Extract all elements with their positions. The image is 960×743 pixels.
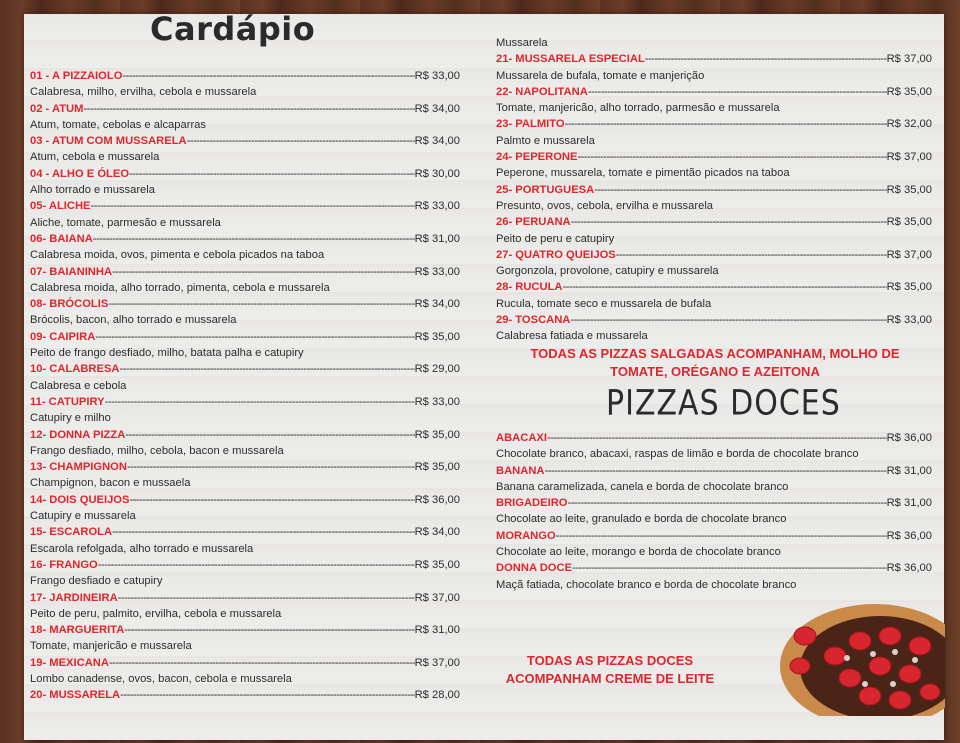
- item-name: 26- PERUANA: [496, 216, 571, 229]
- item-price: R$ 31,00: [886, 497, 932, 510]
- item-price: R$ 35,00: [886, 216, 932, 229]
- dotted-leader: [129, 492, 414, 508]
- dotted-leader: [570, 312, 886, 328]
- dotted-leader: [125, 427, 414, 443]
- item-name: 09- CAIPIRA: [30, 330, 96, 343]
- item-price: R$ 28,00: [414, 689, 460, 702]
- item-description: Chocolate branco, abacaxi, raspas de limão e borda de chocolate branco: [496, 448, 859, 461]
- dotted-leader: [187, 133, 415, 149]
- menu-item-row: [30, 687, 460, 703]
- item-price: R$ 35,00: [414, 558, 460, 571]
- menu-item-row: [496, 149, 932, 165]
- item-name: ABACAXI: [496, 432, 547, 444]
- menu-item-row: [30, 264, 460, 280]
- item-description: Frango desfiado, milho, cebola, bacon e mussarela: [30, 444, 284, 457]
- item-price: R$ 34,00: [414, 102, 460, 115]
- item-price: R$ 31,00: [414, 624, 460, 637]
- menu-item-row: [496, 247, 932, 263]
- item-price: R$ 29,00: [414, 363, 460, 376]
- item-description: Catupiry e milho: [30, 412, 111, 425]
- item-price: R$ 36,00: [886, 432, 932, 444]
- item-description: Peperone, mussarela, tomate e pimentão picados na taboa: [496, 167, 790, 180]
- item-price: R$ 30,00: [414, 167, 460, 180]
- item-price: R$ 34,00: [414, 298, 460, 311]
- doces-title: PIZZAS DOCES: [606, 383, 841, 424]
- item-name: 24- PEPERONE: [496, 151, 578, 164]
- menu-item-row: [30, 166, 460, 182]
- item-price: R$ 34,00: [414, 135, 460, 148]
- item-name: 06- BAIANA: [30, 232, 93, 245]
- item-name: 27- QUATRO QUEIJOS: [496, 248, 616, 261]
- dotted-leader: [565, 116, 887, 132]
- dotted-leader: [98, 557, 415, 573]
- item-name: 19- MEXICANA: [30, 656, 109, 669]
- item-price: R$ 37,00: [414, 591, 460, 604]
- dotted-leader: [594, 182, 886, 198]
- item-name: 23- PALMITO: [496, 118, 565, 131]
- menu-item-row: [496, 279, 932, 295]
- dotted-leader: [567, 495, 886, 511]
- dotted-leader: [645, 51, 887, 67]
- menu-item-row: [496, 214, 932, 230]
- item-description: Gorgonzola, provolone, catupiry e mussarela: [496, 265, 719, 278]
- item-name: 22- NAPOLITANA: [496, 85, 588, 98]
- dotted-leader: [83, 101, 414, 117]
- dotted-leader: [108, 296, 414, 312]
- item-price: R$ 31,00: [414, 232, 460, 245]
- dotted-leader: [124, 622, 414, 638]
- item-name: 28- RUCULA: [496, 281, 563, 294]
- dotted-leader: [105, 394, 415, 410]
- salgadas-notice: TODAS AS PIZZAS SALGADAS ACOMPANHAM, MOLHO DE TOMATE, ORÉGANO E AZEITONA: [530, 346, 900, 379]
- menu-item-row: [30, 198, 460, 214]
- item-name: 05- ALICHE: [30, 200, 91, 213]
- item-name: 11- CATUPIRY: [30, 395, 105, 408]
- menu-item-row: [496, 51, 932, 67]
- dotted-leader: [91, 198, 415, 214]
- item-name: 21- MUSSARELA ESPECIAL: [496, 53, 645, 66]
- item-description: Catupiry e mussarela: [30, 510, 136, 523]
- item-description: Calabresa fatiada e mussarela: [496, 330, 648, 343]
- dotted-leader: [109, 655, 415, 671]
- doces-column: [496, 430, 932, 593]
- menu-item-row: [496, 560, 932, 576]
- menu-item-row: [30, 101, 460, 117]
- item-description: Peito de peru e catupiry: [496, 232, 615, 245]
- menu-item-row: [30, 361, 460, 377]
- item-name: 16- FRANGO: [30, 558, 98, 571]
- item-description: Chocolate ao leite, morango e borda de chocolate branco: [496, 546, 781, 559]
- item-description: Mussarela de bufala, tomate e manjerição: [496, 69, 705, 82]
- dotted-leader: [118, 590, 415, 606]
- menu-item-row: [496, 430, 932, 446]
- menu-item-row: [496, 528, 932, 544]
- menu-item-row: [30, 329, 460, 345]
- item-description: Tomate, manjericão e mussarela: [30, 640, 192, 653]
- item-description: Calabresa, milho, ervilha, cebola e mussarela: [30, 86, 257, 99]
- item-description: Tomate, manjericão, alho torrado, parmesão e mussarela: [496, 102, 780, 115]
- menu-item-row: [30, 492, 460, 508]
- item-description: Peito de frango desfiado, milho, batata palha e catupiry: [30, 347, 304, 360]
- menu-item-row: [496, 312, 932, 328]
- item-description: Calabresa moida, ovos, pimenta e cebola picados na taboa: [30, 249, 325, 262]
- item-name: 15- ESCAROLA: [30, 526, 113, 539]
- item-name: 25- PORTUGUESA: [496, 183, 595, 196]
- menu-item-row: [496, 182, 932, 198]
- dotted-leader: [563, 279, 887, 295]
- item-name: 02 - ATUM: [30, 102, 84, 115]
- menu-item-row: [30, 655, 460, 671]
- item-description: Escarola refolgada, alho torrado e mussarela: [30, 542, 254, 555]
- dotted-leader: [556, 528, 887, 544]
- item-name: BRIGADEIRO: [496, 497, 568, 510]
- strawberry-pizza-image: [775, 596, 945, 716]
- menu-item-row: [30, 394, 460, 410]
- item-description: Calabresa e cebola: [30, 379, 127, 392]
- item-description: Calabresa moida, alho torrado, pimenta, cebola e mussarela: [30, 281, 330, 294]
- item-price: R$ 36,00: [886, 529, 932, 542]
- item-description: Peito de peru, palmito, ervilha, cebola e mussarela: [30, 607, 282, 620]
- item-description: Aliche, tomate, parmesão e mussarela: [30, 216, 221, 229]
- dotted-leader: [112, 524, 415, 540]
- doces-notice: TODAS AS PIZZAS DOCES ACOMPANHAM CREME DE LEITE: [505, 653, 715, 686]
- item-price: R$ 35,00: [414, 330, 460, 343]
- item-name: MORANGO: [496, 529, 556, 542]
- menu-item-row: [30, 590, 460, 606]
- menu-item-row: [496, 116, 932, 132]
- item-description: Lombo canadense, ovos, bacon, cebola e mussarela: [30, 672, 292, 685]
- item-price: R$ 31,00: [886, 464, 932, 477]
- dotted-leader: [577, 149, 886, 165]
- item-name: 01 - A PIZZAIOLO: [30, 70, 123, 82]
- item-price: R$ 35,00: [414, 428, 460, 441]
- item-price: R$ 33,00: [414, 395, 460, 408]
- dotted-leader: [95, 329, 414, 345]
- item-price: R$ 34,00: [414, 526, 460, 539]
- item-name: 04 - ALHO E ÓLEO: [30, 167, 130, 180]
- item-price: R$ 35,00: [886, 85, 932, 98]
- item-price: R$ 35,00: [886, 281, 932, 294]
- item-price: R$ 37,00: [886, 248, 932, 261]
- item-description: Chocolate ao leite, granulado e borda de chocolate branco: [496, 513, 787, 526]
- dotted-leader: [122, 68, 414, 84]
- menu-item-row: [30, 133, 460, 149]
- item-name: 08- BRÓCOLIS: [30, 298, 109, 311]
- dotted-leader: [588, 84, 887, 100]
- menu-item-row: [496, 463, 932, 479]
- item-price: R$ 32,00: [886, 118, 932, 131]
- menu-item-row: [30, 524, 460, 540]
- item-name: 17- JARDINEIRA: [30, 591, 118, 604]
- item-name: 12- DONNA PIZZA: [30, 428, 126, 441]
- item-name: 13- CHAMPIGNON: [30, 461, 127, 474]
- item-name: 03 - ATUM COM MUSSARELA: [30, 135, 187, 148]
- item-price: R$ 35,00: [414, 461, 460, 474]
- menu-item-row: [30, 68, 460, 84]
- item-price: R$ 37,00: [414, 656, 460, 669]
- item-name: DONNA DOCE: [496, 562, 573, 575]
- dotted-leader: [544, 463, 886, 479]
- item-name: 29- TOSCANA: [496, 314, 571, 327]
- item-description: Rucula, tomate seco e mussarela de bufala: [496, 297, 712, 310]
- dotted-leader: [129, 166, 415, 182]
- dotted-leader: [127, 459, 415, 475]
- dotted-leader: [120, 361, 415, 377]
- item-price: R$ 33,00: [886, 314, 932, 327]
- item-description: Alho torrado e mussarela: [30, 184, 155, 197]
- item-price: R$ 36,00: [886, 562, 932, 575]
- item-name: 20- MUSSARELA: [30, 689, 121, 702]
- item-price: R$ 33,00: [414, 265, 460, 278]
- menu-item-row: [496, 495, 932, 511]
- item-description: Brócolis, bacon, alho torrado e mussarela: [30, 314, 237, 327]
- item-name: BANANA: [496, 464, 545, 477]
- menu-item-row: [30, 622, 460, 638]
- dotted-leader: [572, 560, 887, 576]
- dotted-leader: [571, 214, 887, 230]
- item-description: Frango desfiado e catupiry: [30, 575, 163, 588]
- menu-item-row: [30, 459, 460, 475]
- item-price: R$ 33,00: [414, 70, 460, 82]
- item-description: Banana caramelizada, canela e borda de chocolate branco: [496, 480, 789, 493]
- item-name: 07- BAIANINHA: [30, 265, 113, 278]
- item-price: R$ 35,00: [886, 183, 932, 196]
- menu-title: Cardápio: [150, 10, 316, 48]
- item-name: 10- CALABRESA: [30, 363, 120, 376]
- item-price: R$ 37,00: [886, 151, 932, 164]
- item-description: Champignon, bacon e mussaela: [30, 477, 191, 490]
- dotted-leader: [120, 687, 414, 703]
- item-price: R$ 33,00: [414, 200, 460, 213]
- left-column: [30, 68, 460, 704]
- item-description: Mussarela: [496, 37, 548, 49]
- dotted-leader: [112, 264, 415, 280]
- menu-item-row: [496, 84, 932, 100]
- item-price: R$ 36,00: [414, 493, 460, 506]
- item-description: Atum, tomate, cebolas e alcaparras: [30, 118, 206, 131]
- item-description: Maçã fatiada, chocolate branco e borda de chocolate branco: [496, 578, 797, 591]
- item-description: Atum, cebola e mussarela: [30, 151, 160, 164]
- item-name: 18- MARGUERITA: [30, 624, 125, 637]
- item-description: Presunto, ovos, cebola, ervilha e mussarela: [496, 199, 714, 212]
- menu-item-row: [30, 427, 460, 443]
- menu-item-row: [30, 557, 460, 573]
- item-name: 14- DOIS QUEIJOS: [30, 493, 130, 506]
- item-description: Palmto e mussarela: [496, 134, 595, 147]
- dotted-leader: [616, 247, 887, 263]
- item-price: R$ 37,00: [886, 53, 932, 66]
- dotted-leader: [547, 430, 887, 446]
- menu-item-row: [30, 296, 460, 312]
- right-column: [496, 35, 932, 345]
- dotted-leader: [93, 231, 415, 247]
- menu-item-row: [30, 231, 460, 247]
